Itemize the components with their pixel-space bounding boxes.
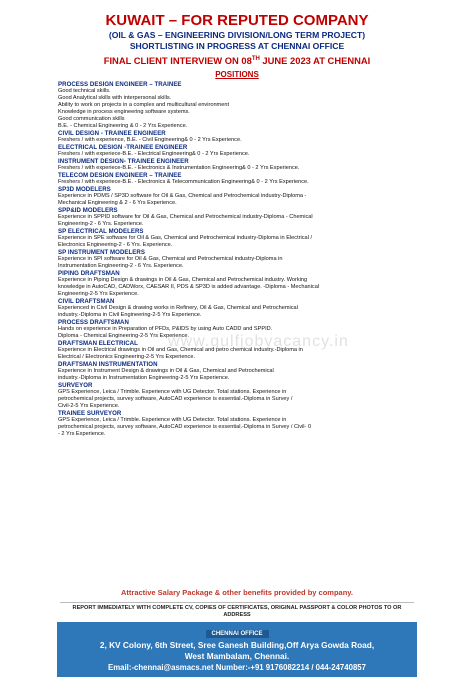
role-detail-line: - 2 Yrs Experience. xyxy=(58,431,106,438)
role-block xyxy=(58,298,442,319)
role-block xyxy=(58,172,442,186)
role-title: PROCESS DESIGN ENGINEER – TRAINEE xyxy=(58,81,182,89)
role-title: DRAFTSMAN INSTRUMENTATION xyxy=(58,361,158,369)
role-detail-line: Experienced in Civil Design & drawing works in Refinery, Oil & Gas, Chemical and Petrochemical xyxy=(58,305,298,312)
role-title: SP3D MODELERS xyxy=(58,186,111,194)
role-detail-line: Electronics Engineering-2 - 6 Yrs. Experience. xyxy=(58,242,173,249)
office-address-line2: West Mambalam, Chennai. xyxy=(184,651,290,661)
role-block xyxy=(58,207,442,228)
role-detail-line: Experience in Piping Design & drawings in Oil & Gas, Chemical and Petrochemical industry. Working xyxy=(58,277,308,284)
role-detail-line: Civil-2-5 Yrs Experience. xyxy=(58,403,120,410)
role-detail-line: knowledge in AutoCAD, CADWorx, CAESAR II, PDS & SP3D is added advantage. -Diploma - Mechanical xyxy=(58,284,320,291)
role-block xyxy=(58,158,442,172)
watermark: www.gulfjobvacancy.in xyxy=(168,333,349,350)
role-detail-line: industry.-Diploma in Instrumentation Engineering-2-5 Yrs Experience. xyxy=(58,375,230,382)
office-box xyxy=(57,622,417,677)
positions-heading: POSITIONS xyxy=(215,70,259,80)
office-address-line1: 2, KV Colony, 6th Street, Sree Ganesh Building,Off Arya Gowda Road, xyxy=(99,640,375,650)
role-detail-line: Good communication skills xyxy=(58,115,125,122)
role-detail-line: Mechanical Engineering & 2 - 6 Yrs Experience. xyxy=(58,200,177,207)
interview-notice xyxy=(22,53,452,67)
role-detail-line: Freshers / with experiece-B.E. - Electronics & Instrumentation Engineering& 0 - 2 Yrs Experience. xyxy=(58,165,300,172)
role-detail-line: Engineering-2 - 6 Yrs. Experience. xyxy=(58,221,144,228)
role-block xyxy=(58,130,442,144)
role-block xyxy=(58,81,442,130)
interview-suffix: JUNE 2023 AT CHENNAI xyxy=(259,55,371,67)
role-detail-line: industry.-Diploma in Civil Engineering-2-5 Yrs Experience. xyxy=(58,312,202,319)
role-detail-line: Freshers / with experiece-B.E. - Electronics & Telecommunication Engineering& 0 - 2 Yrs Experience. xyxy=(58,179,309,186)
role-detail-line: petrochemical projects, survey software, AutoCAD experience is essential.-Diploma in Survey / Civil- 0 xyxy=(58,424,312,431)
role-block xyxy=(58,144,442,158)
role-block xyxy=(58,270,442,298)
role-detail-line: Experience in SPI software for Oil & Gas, Chemical and Petrochemical industry-Diploma in xyxy=(58,256,283,263)
role-detail-line: B.E. - Chemical Engineering & 0 - 2 Yrs Experience. xyxy=(58,122,188,129)
header xyxy=(22,12,452,67)
role-detail-line: GPS Experience, Leica / Trimble. Experience with UG Detector. Total stations. Experience in xyxy=(58,417,287,424)
role-title: TELECOM DESIGN ENGINEER – TRAINEE xyxy=(58,172,182,180)
role-detail-line: Knowledge in process engineering software systems. xyxy=(58,109,190,116)
role-title: SP ELECTRICAL MODELERS xyxy=(58,228,144,236)
role-detail-line: Freshers / with experiece-B.E. - Electrical Engineering& 0 - 2 Yrs Experience. xyxy=(58,151,250,158)
role-detail-line: petrochemical projects, survey software, AutoCAD experience is essential.-Diploma in Survey / xyxy=(58,396,293,403)
role-block xyxy=(58,382,442,410)
role-detail-line: Experience in Instrument Design & drawings in Oil & Gas, Chemical and Petrochemical xyxy=(58,368,274,375)
role-title: CIVIL DESIGN - TRAINEE ENGINEER xyxy=(58,129,166,137)
role-title: SP INSTRUMENT MODELERS xyxy=(58,249,145,257)
role-detail-line: Ability to work on projects in a complex and multicultural environment xyxy=(58,102,229,109)
role-title: INSTRUMENT DESIGN- TRAINEE ENGINEER xyxy=(58,157,189,165)
role-detail-line: Hands on experience in Preparation of PFDs, P&IDS by using Auto CADD and SPPID. xyxy=(58,326,273,333)
role-title: ELECTRICAL DESIGN -TRAINEE ENGINEER xyxy=(58,143,188,151)
report-instructions: REPORT IMMEDIATELY WITH COMPLETE CV, COPIES OF CERTIFICATES, ORIGINAL PASSPORT & COLOR PHOTOS TO OR ADDRESS xyxy=(60,602,414,619)
role-block xyxy=(58,186,442,207)
role-block xyxy=(58,249,442,270)
role-title: CIVIL DRAFTSMAN xyxy=(58,298,115,306)
role-detail-line: Experience in Electrical drawings in Oil and Gas, Chemical and petro chemical industry.-Diploma in xyxy=(58,347,303,354)
role-detail-line: Experience in SPPID software for Oil & Gas, Chemical and Petrochemical industry-Diploma - Chemical xyxy=(58,214,313,221)
roles-list xyxy=(22,81,452,438)
role-detail-line: Experience in PDMS / SP3D software for Oil & Gas, Chemical and Petrochemical industry-Diploma - xyxy=(58,193,307,200)
role-block xyxy=(58,228,442,249)
role-detail-line: Instrumentation Engineering-2 - 6 Yrs. Experience. xyxy=(58,263,184,270)
role-block xyxy=(58,361,442,382)
role-title: SURVEYOR xyxy=(58,382,93,390)
role-title: SPP&ID MODELERS xyxy=(58,207,118,215)
role-detail-line: Engineering-2-5 Yrs Experience. xyxy=(58,291,139,298)
ad-subtitle: (OIL & GAS – ENGINEERING DIVISION/LONG TERM PROJECT) xyxy=(108,30,366,40)
ad-title: KUWAIT – FOR REPUTED COMPANY xyxy=(105,12,369,29)
interview-prefix: FINAL CLIENT INTERVIEW ON 08 xyxy=(103,55,252,67)
role-detail-line: Good Analytical skills with interpersonal skills. xyxy=(58,95,172,102)
shortlisting-notice: SHORTLISTING IN PROGRESS AT CHENNAI OFFICE xyxy=(129,41,345,51)
interview-sup: TH xyxy=(251,56,260,62)
role-block xyxy=(58,410,442,438)
role-detail-line: Diploma - Chemical Engineering-2-5 Yrs Experience. xyxy=(58,333,190,340)
role-detail-line: Freshers / with experience, B.E. - Civil Engineering& 0 - 2 Yrs Experience. xyxy=(58,136,242,143)
office-contact[interactable]: Email:-chennai@asmacs.net Number:-+91 9176082214 / 044-24740857 xyxy=(108,663,366,672)
role-title: DRAFTSMAN ELECTRICAL xyxy=(58,340,138,348)
job-advertisement xyxy=(0,12,474,682)
role-title: TRAINEE SURVEYOR xyxy=(58,410,122,418)
role-detail-line: Experience in SPE software for Oil & Gas, Chemical and Petrochemical industry-Diploma in Electrical / xyxy=(58,235,312,242)
role-title: PROCESS DRAFTSMAN xyxy=(58,319,129,327)
role-detail-line: Good technical skills. xyxy=(58,88,111,95)
role-detail-line: Electrical / Electronics Engineering-2-5 Yrs Experience. xyxy=(58,354,196,361)
salary-note: Attractive Salary Package & other benefits provided by company. xyxy=(120,588,354,597)
role-title: PIPING DRAFTSMAN xyxy=(58,270,120,278)
role-detail-line: GPS Experience, Leica / Trimble. Experience with UG Detector. Total stations. Experience in xyxy=(58,389,287,396)
office-title: CHENNAI OFFICE xyxy=(206,630,269,638)
